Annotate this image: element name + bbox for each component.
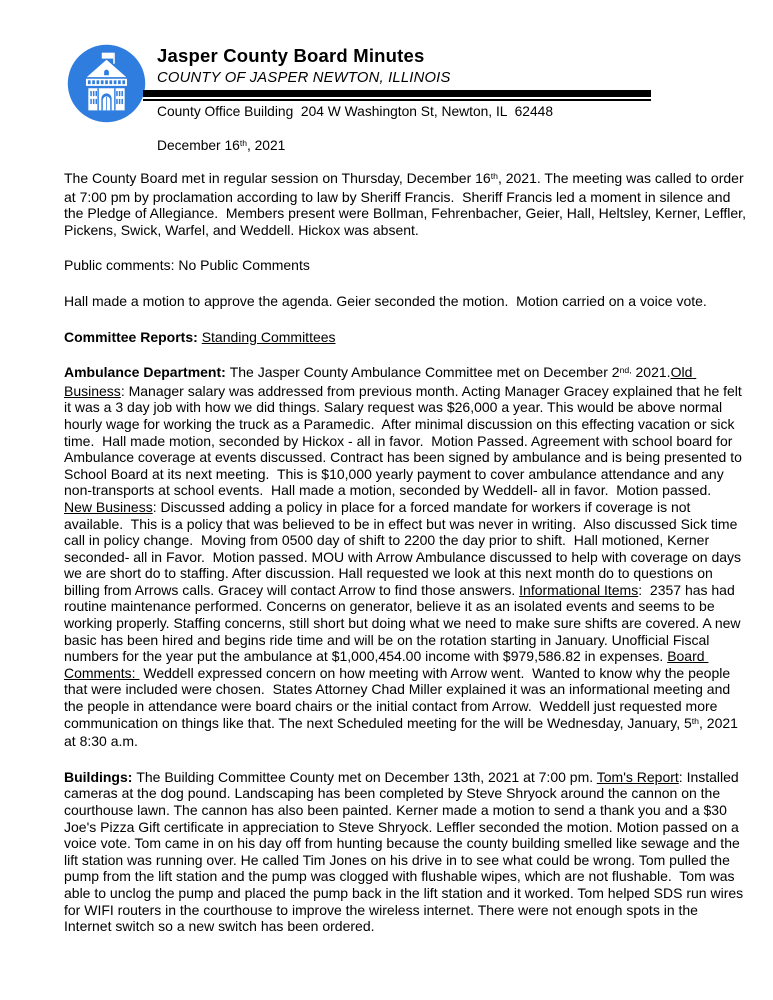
header-divider-thin-bar bbox=[143, 99, 651, 101]
office-address: County Office Building 204 W Washington St, Newton, IL 62448 bbox=[157, 104, 553, 119]
paragraph-intro: The County Board met in regular session on Thursday, December 16th, 2021. The meeting was called to order at 7:00 pm by proclamation according to law by Sheriff Francis. Sheriff Francis led a moment in silence and the Pledge of Allegiance. Members present were Bollman, Fehrenbacher, Geier, Hall, Heltsley, Kerner, Leffler, Pickens, Swick, Warfel, and Weddell. Hickox was absent. bbox=[64, 170, 750, 238]
courthouse-icon bbox=[67, 44, 146, 123]
document-title: Jasper County Board Minutes bbox=[157, 45, 425, 66]
paragraph-agenda-motion: Hall made a motion to approve the agenda. Geier seconded the motion. Motion carried on a voice vote. bbox=[64, 292, 707, 309]
county-seal-logo bbox=[67, 44, 146, 123]
heading-committee-reports: Committee Reports: Standing Committees bbox=[64, 328, 336, 345]
document-subtitle: COUNTY OF JASPER NEWTON, ILLINOIS bbox=[157, 70, 451, 86]
paragraph-public-comments: Public comments: No Public Comments bbox=[64, 257, 310, 274]
paragraph-buildings: Buildings: The Building Committee County met on December 13th, 2021 at 7:00 pm. Tom's Report: Installed cameras at the dog pound. Landscaping has been completed by Steve Shryock around the cannon on the courthouse lawn. The cannon has also been painted. Kerner made a motion to send a thank you and a $30 Joe's Pizza Gift certificate in appreciation to Steve Shryock. Leffler seconded the motion. Motion passed on a voice vote. Tom came in on his day off from hunting because the county building smelled like sewage and the lift station was running over. He called Tim Jones on his drive in to see what could be wrong. Tom pulled the pump from the lift station and the pump was clogged with flushable wipes, which are not flushable. Tom was able to unclog the pump and placed the pump back in the lift station and it worked. Tom helped SDS run wires for WIFI routers in the courthouse to improve the wireless internet. There were not enough spots in the Internet switch so a new switch has been ordered. bbox=[64, 768, 748, 935]
minutes-body bbox=[64, 170, 750, 954]
meeting-date: December 16th, 2021 bbox=[157, 138, 286, 153]
header-divider bbox=[143, 90, 651, 101]
header-divider-thick-bar bbox=[143, 90, 651, 97]
paragraph-ambulance-department: Ambulance Department: The Jasper County Ambulance Committee met on December $2^{nd,}$ 2021.Old Business: Manager salary was addressed from previous month. Acting Manager Gracey explained that he felt it was a 3 day job with how we did things. Salary request was $26,000 a year. This would be above normal hourly wage for working the truck as a Paramedic. After minimal discussion on this effecting vacation or sick time. Hall made motion, seconded by Hickox - all in favor. Motion Passed. Agreement with school board for Ambulance coverage at events discussed. Contract has been signed by ambulance and is being presented to School Board at its next meeting. This is $10,000 yearly payment to cover ambulance attendance and any non-transports at school events. Hall made a motion, seconded by Weddell- all in favor. Motion passed. New Business: Discussed adding a policy in place for a forced mandate for workers if coverage is not available. This is a policy that was believed to be in effect but was never in writing. Also discussed Sick time call in policy change. Moving from 0500 day of shift to 2200 the day prior to shift. Hall motioned, Kerner seconded- all in Favor. Motion passed. MOU with Arrow Ambulance discussed to help with coverage on days we are short do to staffing. After discussion. Hall requested we look at this next month do to questions on billing from Arrows calls. Gracey will contact Arrow to find those answers. Informational Items: 2357 has had routine maintenance performed. Concerns on generator, believe it as an isolated events and seems to be working properly. Staffing concerns, still short but doing what we need to make sure shifts are covered. A new basic has been hired and begins ride time and will be on the rotation starting in January. Unofficial Fiscal numbers for the year put the ambulance at $1,000,454.00 income with $979,586.82 in expenses. Board Comments: Weddell expressed concern on how meeting with Arrow went. Wanted to know why the people that were included were chosen. States Attorney Chad Miller explained it was an informational meeting and the people in attendance were board chairs or the initial contact from Arrow. Weddell just requested more communication on things like that. The next Scheduled meeting for the will be Wednesday, January, 5th, 2021 at 8:30 a.m. bbox=[64, 364, 746, 750]
